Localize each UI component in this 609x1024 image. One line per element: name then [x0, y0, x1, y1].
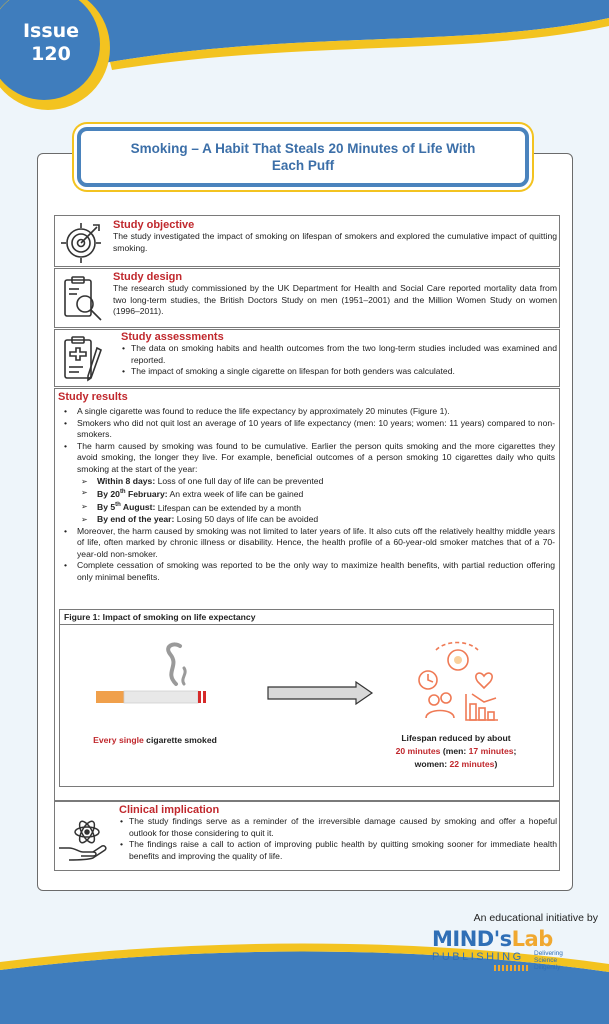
result-item: • A single cigarette was found to reduce the life expectancy by approximately 20 minutes (Figure 1).	[61, 406, 555, 418]
timeline-item: ➢ By 20th February: An extra week of life can be gained	[77, 487, 555, 500]
figure-right-caption: Lifespan reduced by about 20 minutes (men: 17 minutes; women: 22 minutes)	[378, 729, 534, 781]
logo-bars-icon	[494, 965, 532, 971]
arrow-right-icon	[266, 680, 376, 706]
results-heading: Study results	[58, 391, 128, 403]
issue-badge	[8, 20, 94, 66]
timeline-item: ➢ By 5th August: Lifespan can be extended by a month	[77, 501, 555, 514]
initiative-text: An educational initiative by	[473, 912, 598, 924]
assessments-heading: Study assessments	[121, 331, 224, 343]
figure-title: Figure 1: Impact of smoking on life expectancy	[60, 610, 553, 625]
title-box	[77, 127, 529, 187]
result-item: • Smokers who did not quit lost an average of 10 years of life expectancy (men: 10 years; women: 11 years) compared to non-smokers.	[61, 418, 555, 441]
timeline-item: ➢ Within 8 days: Loss of one full day of life can be prevented	[77, 476, 555, 488]
minds-lab-logo: MIND'sLab PUBLISHING Delivering Science Diligently	[432, 927, 563, 971]
clipboard-pen-icon	[57, 334, 109, 384]
title-line2: Each Puff	[271, 158, 335, 173]
assessment-item: • The impact of smoking a single cigarette on lifespan for both genders was calculated.	[121, 366, 557, 378]
clinical-heading: Clinical implication	[119, 804, 220, 816]
objective-text: The study investigated the impact of smoking on lifespan of smokers and explored the cumulative impact of quitting smoking.	[113, 231, 557, 253]
figure-1	[59, 609, 554, 787]
objective-heading: Study objective	[113, 219, 195, 231]
study-assessments-section	[54, 329, 560, 387]
timeline-item: ➢ By end of the year: Losing 50 days of life can be avoided	[77, 514, 555, 526]
result-item	[61, 441, 555, 526]
title-line1: Smoking – A Habit That Steals 20 Minutes of Life With	[130, 141, 476, 156]
study-design-section	[54, 268, 560, 328]
clinical-item: • The study findings serve as a reminder of the irreversible damage caused by smoking and offer a hopeful outlook for those considering to quit it.	[119, 816, 557, 839]
study-objective-section	[54, 215, 560, 267]
assessment-item: • The data on smoking habits and health outcomes from the two long-term studies included was examined and reported.	[121, 343, 557, 366]
design-heading: Study design	[113, 271, 183, 283]
result-item-text: The harm caused by smoking was found to be cumulative. Earlier the person quits smoking and the more cigarettes they avoid smoking, the longer they live. For example, beneficial outcomes of a person smoking 10 cigarettes daily who quits smoking at the start of the year:	[77, 440, 555, 474]
issue-number: 120	[31, 43, 71, 65]
design-text: The research study commissioned by the UK Department for Health and Social Care reported mortality data from two long-term studies, the British Doctors Study on men (1951–2001) and the Million Women Study on women (1996–2011).	[113, 283, 557, 317]
target-icon	[57, 216, 109, 266]
result-item: • Moreover, the harm caused by smoking was not limited to later years of life. It also cuts off the relatively healthy middle years of life, often marked by chronic illness or disability. Hence, the health profile of a 60-year-old smoker matches that of a 70-year-old non-smoker.	[61, 526, 555, 561]
lifespan-icon	[406, 632, 508, 726]
cigarette-icon	[84, 640, 222, 714]
page-title	[123, 140, 483, 174]
clipboard-search-icon	[57, 274, 109, 324]
issue-label: Issue	[22, 20, 80, 42]
clinical-implication-section	[54, 801, 560, 871]
clinical-item: • The findings raise a call to action of improving public health by quitting smoking sooner for immediate health benefits and improving the quality of life.	[119, 839, 557, 862]
result-item: • Complete cessation of smoking was reported to be the only way to maximize health benefits, with partial reduction offering only minimal benefits.	[61, 560, 555, 583]
figure-left-caption: Every single cigarette smoked	[80, 728, 230, 752]
hand-atom-icon	[57, 812, 109, 862]
